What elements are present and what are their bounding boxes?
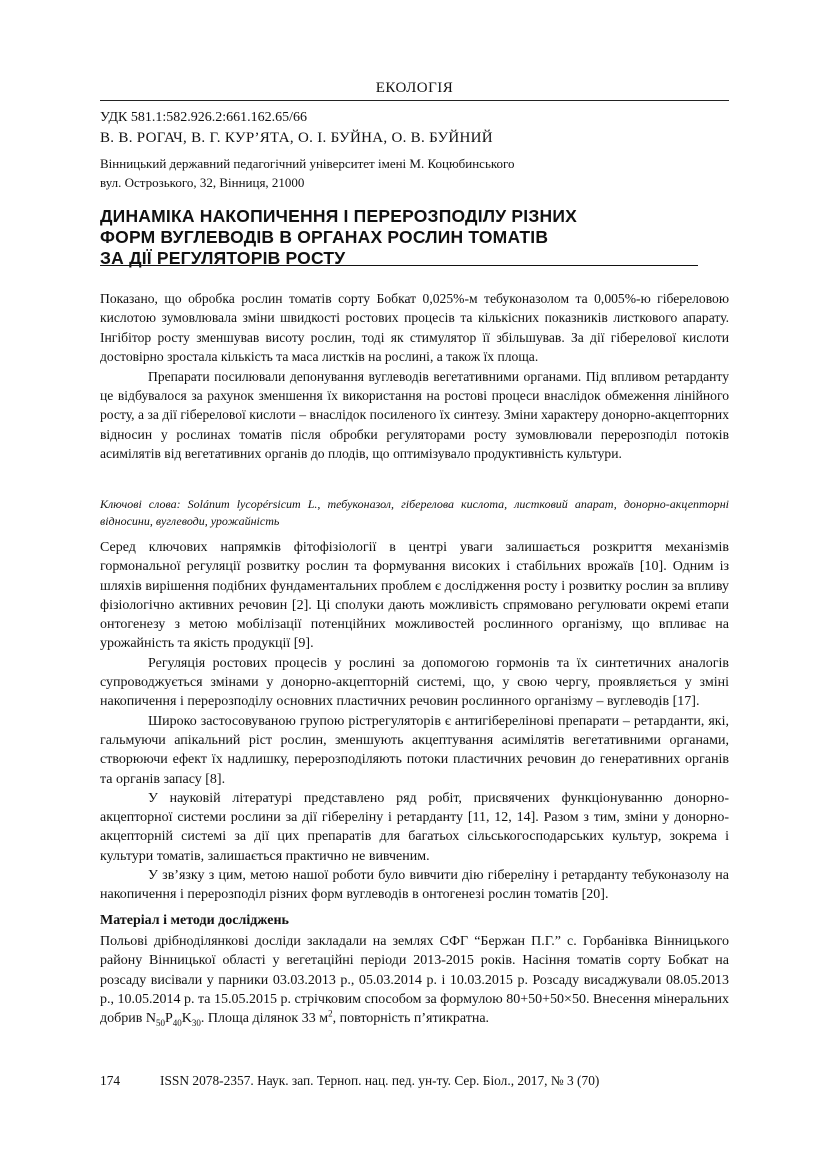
area-unit-exponent: 2 <box>328 1008 333 1019</box>
page-number: 174 <box>100 1073 121 1088</box>
body-paragraph: Серед ключових напрямків фітофізіології в центрі уваги залишається розкриття механізмів гормональної регуляції розвитку рослин та формування високих і стабільних врожаїв [10]. Одним із шляхів вирішення подібних фундаментальних проблем є дослідження росту і розвитку рослин за впливу фізіологічно активних речовин [2]. Ці сполуки дають можливість спрямовано регулювати окремі етапи онтогенезу з метою мобілізації потенційних можливостей рослинного організму, що впливає на урожайність та якість продукції [9]. <box>100 540 729 652</box>
section-header: ЕКОЛОГІЯ <box>375 80 454 96</box>
replication-text: , повторність п’ятикратна. <box>332 1011 490 1027</box>
authors: В. В. РОГАЧ, В. Г. КУР’ЯТА, О. І. БУЙНА, О. В. БУЙНИЙ <box>100 130 493 146</box>
affiliation <box>100 154 515 192</box>
body-paragraph: У зв’язку з цим, метою нашої роботи було вивчити дію гібереліну і ретарданту тебуконазолу на накопичення і перерозподіл різних форм вуглеводів в онтогенезі рослин томатів [20]. <box>100 868 729 903</box>
abstract-paragraph: Препарати посилювали депонування вуглеводів вегетативними органами. Під впливом ретарданту це відбувалося за рахунок зменшення їх використання на ростові процеси внаслідок обмеження лінійного росту, а за дії гіберелової кислоти – внаслідок посиленого їх синтезу. Зміни характеру донорно-акцепторних відносин у рослинах томатів після обробки регуляторами росту зумовлювали перерозподіл потоків асимілятів від вегетативних органів до плодів, що оптимізувало продуктивність культури. <box>100 368 729 462</box>
abstract <box>100 289 729 464</box>
title-line-2: ФОРМ ВУГЛЕВОДІВ В ОРГАНАХ РОСЛИН ТОМАТІВ <box>100 227 549 247</box>
header-divider <box>100 100 729 101</box>
body-paragraph <box>100 932 729 1028</box>
section-heading: Матеріал і методи досліджень <box>100 912 289 928</box>
udk-code: УДК 581.1:582.926.2:661.162.65/66 <box>100 110 308 125</box>
article-title <box>100 206 700 269</box>
journal-citation: ISSN 2078-2357. Наук. зап. Терноп. нац. пед. ун-ту. Сер. Біол., 2017, № 3 (70) <box>160 1073 600 1088</box>
nutrient-k-rate: 30 <box>191 1017 201 1028</box>
plot-area-text: . Площа ділянок 33 м <box>200 1011 329 1027</box>
nutrient-n-rate: 50 <box>155 1017 165 1028</box>
abstract-paragraph: Показано, що обробка рослин томатів сорту Бобкат 0,025%-м тебуконазолом та 0,005%-ю гібереловою кислотою зумовлювала зміни швидкості ростових процесів та кількісних показників листкового апарату. Інгібітор росту зменшував висоту рослин, тоді як стимулятор її збільшував. За дії гіберелової кислоти достовірно зростала кількість та маса листків на рослині, а також їх площа. <box>100 291 729 365</box>
affiliation-line-1: Вінницький державний педагогічний університет імені М. Коцюбинського <box>100 156 515 171</box>
body-paragraph: У науковій літературі представлено ряд робіт, присвячених функціонуванню донорно-акцепторної системи рослини за дії гібереліну і ретарданту [11, 12, 14]. Разом з тим, зміни у донорно-акцепторній системі за дії цих препаратів для багатьох сільськогосподарських культур, зокрема і культури томатів, залишається практично не вивченим. <box>100 790 729 864</box>
nutrient-p-rate: 40 <box>172 1017 182 1028</box>
body-paragraph: Регуляція ростових процесів у рослині за допомогою гормонів та їх синтетичних аналогів супроводжується змінами у донорно-акцепторній системі, що, у свою чергу, проявляється у зміні накопичення і перерозподілу основних пластичних речовин рослинного організму – вуглеводів [17]. <box>100 655 729 710</box>
title-line-1: ДИНАМІКА НАКОПИЧЕННЯ І ПЕРЕРОЗПОДІЛУ РІЗНИХ <box>100 206 577 226</box>
nutrient-k: K <box>181 1011 192 1027</box>
title-line-3: ЗА ДІЇ РЕГУЛЯТОРІВ РОСТУ <box>100 248 346 268</box>
body-paragraph: Широко застосовуваною групою рістрегуляторів є антигіберелінові препарати – ретарданти, які, гальмуючи апікальний ріст рослин, зменшують акцептування асимілятів вегетативними органами, створюючи ефект їх надлишку, перерозподіляють потоки пластичних речовин до генеративних органів та органів запасу [8]. <box>100 713 729 787</box>
title-underline <box>100 265 698 266</box>
article-body <box>100 538 729 1028</box>
nutrient-n: N <box>145 1011 156 1027</box>
keywords: Ключові слова: Solánum lycopérsicum L., тебуконазол, гіберелова кислота, листковий апарат, донорно-акцепторні відносини, вуглеводи, урожайність <box>100 497 729 528</box>
nutrient-p: P <box>164 1011 173 1027</box>
methods-text: Польові дрібноділянкові досліди закладали на землях СФГ “Бержан П.Г.” с. Горбанівка Вінницького району Вінницької області у вегетаційні періоди 2013-2015 років. Насіння томатів сорту Бобкат на розсаду висівали у парники 03.03.2013 р., 05.03.2014 р. і 10.03.2015 р. Розсаду висаджували 08.05.2013 р., 10.05.2014 р. та 15.05.2015 р. стрічковим способом за формулою 80+50+50×50. Внесення мінеральних добрив <box>100 933 730 1027</box>
affiliation-line-2: вул. Острозького, 32, Вінниця, 21000 <box>100 175 305 190</box>
